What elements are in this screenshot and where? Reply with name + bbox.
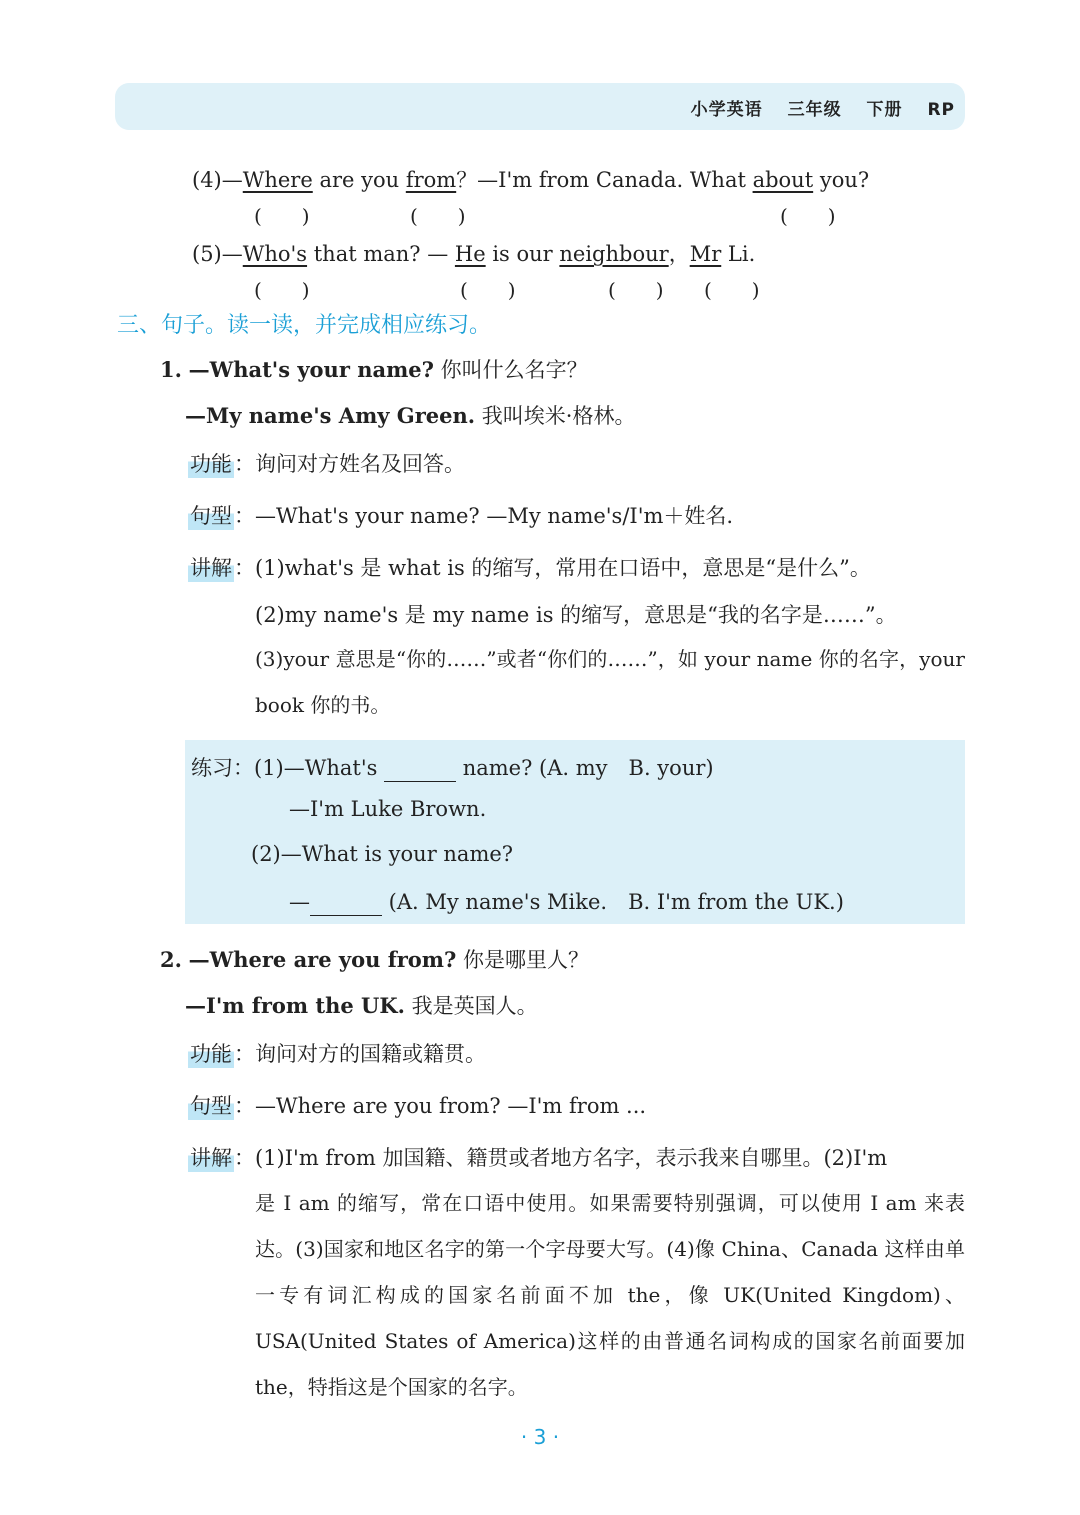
practice-box — [185, 740, 965, 924]
header-grade: 三年级 — [787, 100, 842, 120]
s1-explain-3: (3)your 意思是“你的……”或者“你们的……”，如 your name 你的名字，your book 你的书。 — [255, 647, 965, 717]
answer-paren[interactable]: ( ) — [780, 204, 836, 228]
sentence-2-answer: —I'm from the UK. 我是英国人。 — [185, 993, 538, 1018]
answer-paren[interactable]: ( ) — [704, 278, 760, 302]
answer-paren[interactable]: ( ) — [254, 204, 310, 228]
explain-label: 讲解 — [188, 552, 234, 582]
practice-label: 练习 — [191, 756, 233, 780]
q5-word-neighbour: neighbour — [559, 242, 669, 266]
s2-pattern: 句型：—Where are you from? —I'm from ... — [188, 1090, 646, 1120]
q4-word-where: Where — [242, 168, 313, 192]
q4-word-from: from — [405, 168, 457, 192]
sentence-2-question: 2. —Where are you from? 你是哪里人？ — [160, 947, 590, 972]
practice-2-question: (2)—What is your name? — [251, 842, 514, 866]
answer-blank[interactable] — [310, 895, 382, 916]
header-edition: RP — [927, 100, 955, 120]
question-4: (4)—Where are you from？—I'm from Canada. What about you? — [192, 168, 870, 192]
question-5: (5)—Who's that man? — He is our neighbour，Mr Li. — [192, 242, 756, 266]
sentence-1-answer: —My name's Amy Green. 我叫埃米·格林。 — [185, 403, 636, 428]
header-subject: 小学英语 — [690, 100, 763, 120]
s1-function: 功能：询问对方姓名及回答。 — [188, 448, 465, 478]
answer-paren[interactable]: ( ) — [608, 278, 664, 302]
s2-function: 功能：询问对方的国籍或籍贯。 — [188, 1038, 486, 1068]
q4-word-about: about — [752, 168, 814, 192]
practice-2-answer: — (A. My name's Mike. B. I'm from the UK.) — [289, 890, 844, 914]
practice-1-answer: —I'm Luke Brown. — [289, 797, 487, 821]
page-header — [115, 83, 965, 130]
header-volume: 下册 — [866, 100, 903, 120]
q5-word-mr: Mr — [689, 242, 722, 266]
pattern-label: 句型 — [188, 500, 234, 530]
sentence-1-question: 1. —What's your name? 你叫什么名字？ — [160, 357, 588, 382]
answer-paren[interactable]: ( ) — [460, 278, 516, 302]
practice-1-question: 练习：(1)—What's name? (A. my B. your) — [191, 756, 714, 780]
s2-explain: 讲解：(1)I'm from 加国籍、籍贯或者地方名字，表示我来自哪里。(2)I'm — [188, 1142, 887, 1172]
function-label: 功能 — [188, 1038, 234, 1068]
q5-word-he: He — [454, 242, 486, 266]
page-number: · 3 · — [520, 1425, 560, 1449]
explain-label: 讲解 — [188, 1142, 234, 1172]
header-info — [673, 95, 955, 120]
s1-pattern: 句型：—What's your name? —My name's/I'm＋姓名. — [188, 500, 733, 530]
answer-paren[interactable]: ( ) — [410, 204, 466, 228]
s2-explain-rest: 是 I am 的缩写，常在口语中使用。如果需要特别强调，可以使用 I am 来表达。(3)国家和地区名字的第一个字母要大写。(4)像 China、Canada 这样由单一专有词汇构成的国家名前面不加 the，像 UK(United Kingdom)、USA(United States of America)这样的由普通名词构成的国家名前面要加 the，特指这是个国家的名字。 — [255, 1191, 965, 1399]
s1-explain: 讲解：(1)what's 是 what is 的缩写，常用在口语中，意思是“是什么”。 — [188, 552, 871, 582]
answer-paren[interactable]: ( ) — [254, 278, 310, 302]
q5-word-whos: Who's — [242, 242, 308, 266]
function-label: 功能 — [188, 448, 234, 478]
section-3-title: 三、句子。读一读，并完成相应练习。 — [117, 313, 492, 338]
answer-blank[interactable] — [384, 761, 456, 782]
s1-explain-2: (2)my name's 是 my name is 的缩写，意思是“我的名字是……”。 — [255, 603, 897, 627]
pattern-label: 句型 — [188, 1090, 234, 1120]
